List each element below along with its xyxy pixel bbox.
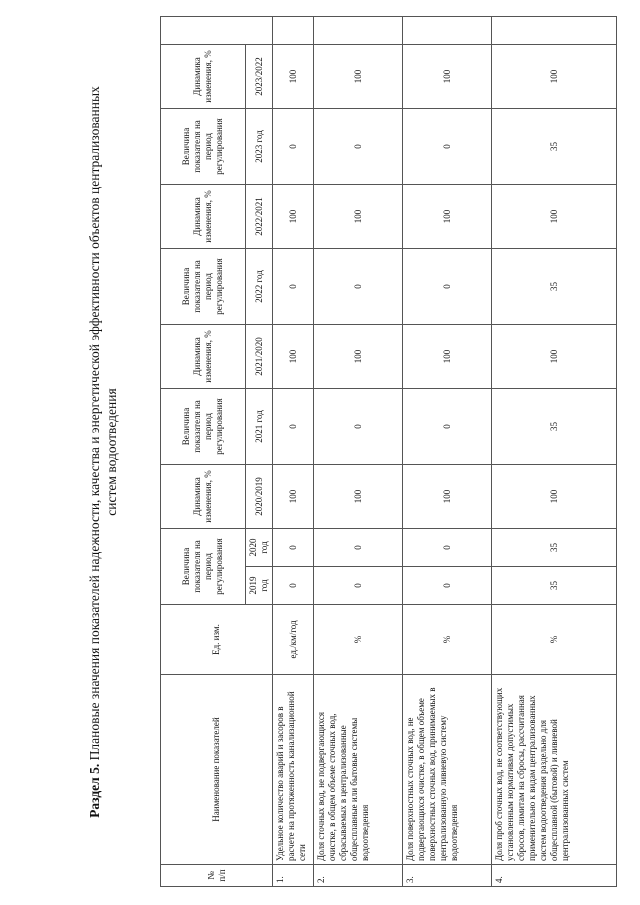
value-2023: 0 [403, 108, 492, 184]
header-dynamics-2022: Динамика изменения, % [161, 184, 246, 248]
row-name: Удельное количество аварий и засоров в расчете на протяженность канализационной сети [273, 675, 314, 865]
value-2021: 0 [273, 388, 314, 464]
dynamics-2022: 100 [314, 184, 403, 248]
table-row [403, 16, 492, 886]
value-2019: 35 [492, 567, 617, 605]
dynamics-2023: 100 [314, 44, 403, 108]
header-num: № п/п [161, 865, 273, 887]
dynamics-2020: 100 [403, 464, 492, 528]
title-line-2: систем водоотведения [104, 388, 119, 516]
dynamics-2023: 100 [403, 44, 492, 108]
header-value-2022: Величина показателя на период регулирования [161, 248, 246, 324]
dynamics-2020: 100 [314, 464, 403, 528]
value-2022: 0 [273, 248, 314, 324]
value-2019: 0 [314, 567, 403, 605]
dynamics-2022: 100 [403, 184, 492, 248]
header-value-2021: Величина показателя на период регулирования [161, 388, 246, 464]
row-unit: % [314, 605, 403, 675]
dynamics-2022: 100 [492, 184, 617, 248]
dynamics-2021: 100 [273, 324, 314, 388]
value-2022: 35 [492, 248, 617, 324]
subheader-2020-2019: 2020/2019 [246, 464, 273, 528]
subheader-2020: 2020 год [246, 528, 273, 566]
spare-cell [273, 16, 314, 44]
value-2022: 0 [314, 248, 403, 324]
spare-cell [314, 16, 403, 44]
dynamics-2020: 100 [273, 464, 314, 528]
dynamics-2023: 100 [273, 44, 314, 108]
dynamics-2023: 100 [492, 44, 617, 108]
value-2021: 0 [403, 388, 492, 464]
value-2023: 0 [273, 108, 314, 184]
value-2020: 35 [492, 528, 617, 566]
subheader-2022-2021: 2022/2021 [246, 184, 273, 248]
dynamics-2020: 100 [492, 464, 617, 528]
row-unit: ед./км/год [273, 605, 314, 675]
value-2023: 35 [492, 108, 617, 184]
value-2020: 0 [403, 528, 492, 566]
row-name: Доля сточных вод, не подвергающихся очистке, в общем объеме сточных вод, сбрасываемых в централизованные общесплавные или бытовые системы водоотведения [314, 675, 403, 865]
spare-cell [403, 16, 492, 44]
value-2020: 0 [273, 528, 314, 566]
dynamics-2021: 100 [492, 324, 617, 388]
table-row [314, 16, 403, 886]
table-row [273, 16, 314, 886]
header-unit: Ед. изм. [161, 605, 273, 675]
document-title [86, 17, 120, 887]
subheader-2022: 2022 год [246, 248, 273, 324]
indicators-table [160, 16, 617, 887]
value-2019: 0 [273, 567, 314, 605]
subheader-2021: 2021 год [246, 388, 273, 464]
row-unit: % [403, 605, 492, 675]
dynamics-2021: 100 [314, 324, 403, 388]
header-value-2023: Величина показателя на период регулирования [161, 108, 246, 184]
row-num: 1. [273, 865, 314, 887]
value-2019: 0 [403, 567, 492, 605]
header-dynamics-2021: Динамика изменения, % [161, 324, 246, 388]
row-unit: % [492, 605, 617, 675]
header-row [161, 16, 246, 886]
header-dynamics-2023: Динамика изменения, % [161, 44, 246, 108]
header-dynamics-2020: Динамика изменения, % [161, 464, 246, 528]
row-name: Доля проб сточных вод, не соответствующих установленным нормативам допустимых сбросов, лимитам на сбросы, рассчитанная применительно к видам централизованных систем водоотведения раздельно для общесплавной (бытовой) и ливневой централизованных систем [492, 675, 617, 865]
subheader-2019: 2019 год [246, 567, 273, 605]
value-2021: 35 [492, 388, 617, 464]
value-2022: 0 [403, 248, 492, 324]
value-2020: 0 [314, 528, 403, 566]
table-row [492, 16, 617, 886]
header-spare [161, 16, 273, 44]
row-num: 4. [492, 865, 617, 887]
value-2023: 0 [314, 108, 403, 184]
row-num: 3. [403, 865, 492, 887]
row-num: 2. [314, 865, 403, 887]
row-name: Доля поверхностных сточных вод, не подвергающихся очистке, в общем объеме поверхностных сточных вод, принимаемых в централизованную ливневую систему водоотведения [403, 675, 492, 865]
section-label: Раздел 5. [87, 763, 102, 818]
header-name: Наименование показателей [161, 675, 273, 865]
header-value-2019-2020: Величина показателя на период регулирования [161, 528, 246, 604]
title-line-1: Плановые значения показателей надежности, качества и энергетической эффективности объектов централизованных [87, 86, 102, 761]
subheader-2023-2022: 2023/2022 [246, 44, 273, 108]
subheader-2023: 2023 год [246, 108, 273, 184]
dynamics-2022: 100 [273, 184, 314, 248]
dynamics-2021: 100 [403, 324, 492, 388]
value-2021: 0 [314, 388, 403, 464]
spare-cell [492, 16, 617, 44]
subheader-2021-2020: 2021/2020 [246, 324, 273, 388]
